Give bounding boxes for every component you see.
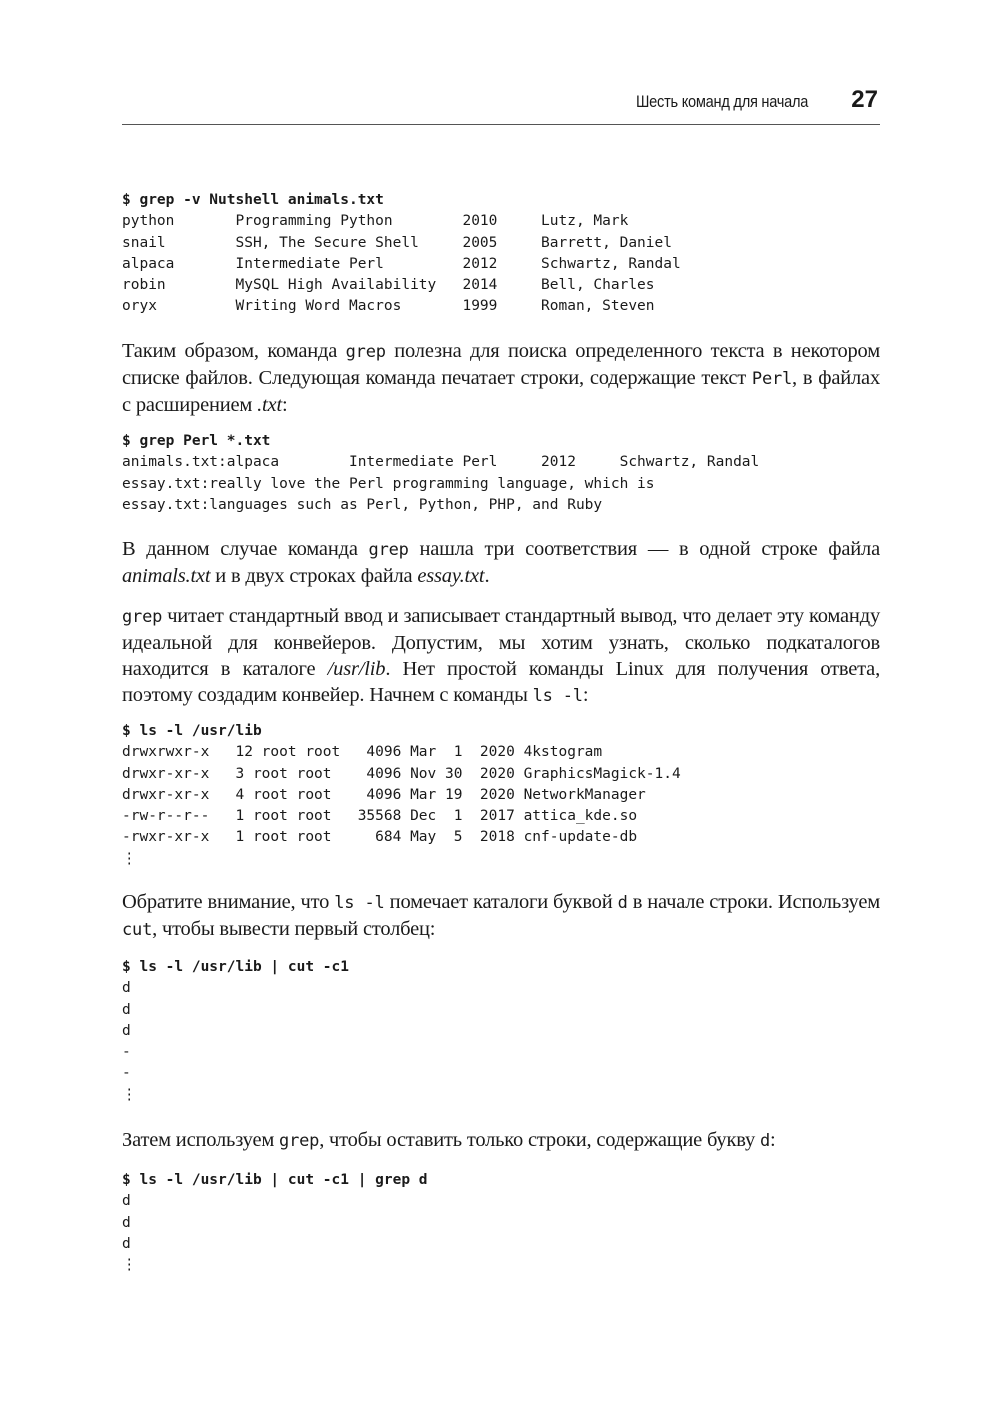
text: , чтобы оставить только строки, содержащие букву	[319, 1129, 760, 1151]
code-line: animals.txt:alpaca Intermediate Perl 2012 Schwartz, Randal	[122, 454, 760, 471]
code-line: drwxr-xr-x 4 root root 4096 Mar 19 2020 NetworkManager	[122, 786, 646, 803]
code-command: $ ls -l /usr/lib | cut -c1 | grep d	[122, 1172, 428, 1188]
code-command: $ ls -l /usr/lib | cut -c1	[122, 959, 349, 975]
code-command: $ grep Perl *.txt	[122, 433, 271, 449]
code-line: d	[122, 980, 131, 997]
paragraph	[122, 536, 880, 589]
code-line: robin MySQL High Availability 2014 Bell, Charles	[122, 277, 655, 294]
text: .	[484, 565, 490, 587]
page-header	[122, 86, 880, 125]
inline-code: grep	[122, 607, 163, 627]
text: Обратите внимание, что	[122, 891, 335, 913]
code-line: d	[122, 1001, 131, 1018]
code-line: d	[122, 1214, 131, 1231]
vertical-ellipsis: ⋮	[122, 850, 137, 867]
code-line: -rw-r--r-- 1 root root 35568 Dec 1 2017 attica_kde.so	[122, 808, 638, 825]
text: , чтобы вывести первый столбец:	[152, 918, 436, 940]
inline-code: ls -l	[334, 893, 385, 913]
text: помечает каталоги буквой	[384, 891, 618, 913]
running-title: Шесть команд для начала	[635, 92, 808, 111]
code-line: python Programming Python 2010 Lutz, Mark	[122, 213, 629, 230]
text: Затем используем	[122, 1129, 280, 1151]
text: :	[582, 684, 589, 706]
inline-code: ls -l	[532, 686, 583, 706]
code-line: d	[122, 1193, 131, 1210]
code-block-grep-perl	[122, 431, 880, 516]
paragraph	[122, 889, 880, 943]
code-block-grep-v	[122, 190, 880, 318]
code-line: essay.txt:languages such as Perl, Python, PHP, and Ruby	[122, 496, 603, 513]
vertical-ellipsis: ⋮	[122, 1086, 137, 1103]
code-block-cut	[122, 957, 880, 1106]
text: нашла три соответствия — в одной строке файла	[408, 538, 880, 560]
text: :	[281, 394, 288, 416]
path: /usr/lib	[327, 658, 386, 680]
paragraph	[122, 1127, 880, 1154]
inline-code: d	[617, 893, 628, 913]
text: читает стандартный ввод и записывает стандартный вывод, что делает эту команду идеальной для конвейеров. Допустим, мы хотим узнать, сколько подкаталогов находится в каталоге	[122, 605, 880, 680]
inline-code: cut	[122, 920, 153, 940]
code-block-ls-l	[122, 721, 880, 870]
code-line: snail SSH, The Secure Shell 2005 Barrett, Daniel	[122, 234, 672, 251]
code-command: $ grep -v Nutshell animals.txt	[122, 192, 384, 208]
code-line: -rwxr-xr-x 1 root root 684 May 5 2018 cnf-update-db	[122, 829, 638, 846]
filename: essay.txt	[417, 565, 485, 587]
text: , в файлах с расширением	[122, 367, 880, 416]
text: . Нет простой команды Linux для получения ответа, поэтому создадим конвейер. Начнем с команды	[122, 658, 880, 706]
inline-code: grep	[345, 342, 386, 362]
code-line: oryx Writing Word Macros 1999 Roman, Steven	[122, 298, 655, 315]
text: В данном случае команда	[122, 538, 369, 560]
inline-code: grep	[279, 1131, 320, 1151]
text: :	[770, 1129, 776, 1151]
filename: animals.txt	[122, 565, 211, 587]
filename: .txt	[257, 394, 282, 416]
code-line: d	[122, 1235, 131, 1252]
text: в начале строки. Используем	[627, 891, 880, 913]
code-line: d	[122, 1022, 131, 1039]
text: и в двух строках файла	[210, 565, 418, 587]
paragraph	[122, 603, 880, 709]
code-line: -	[122, 1044, 131, 1061]
code-command: $ ls -l /usr/lib	[122, 723, 262, 739]
vertical-ellipsis: ⋮	[122, 1257, 137, 1274]
code-line: alpaca Intermediate Perl 2012 Schwartz, Randal	[122, 255, 681, 272]
text: Таким образом, команда	[122, 340, 346, 362]
inline-code: grep	[368, 540, 409, 560]
text: полезна для поиска определенного текста в некотором списке файлов. Следующая команда печатает строки, содержащие текст	[122, 340, 880, 389]
code-line: -	[122, 1065, 131, 1082]
code-line: essay.txt:really love the Perl programming language, which is	[122, 475, 655, 492]
code-line: drwxrwxr-x 12 root root 4096 Mar 1 2020 4kstogram	[122, 744, 603, 761]
code-block-cut-grep	[122, 1170, 880, 1276]
inline-code: Perl	[751, 369, 793, 389]
paragraph	[122, 338, 880, 418]
page-number: 27	[851, 86, 878, 113]
code-line: drwxr-xr-x 3 root root 4096 Nov 30 2020 GraphicsMagick-1.4	[122, 765, 681, 782]
inline-code: d	[760, 1131, 771, 1151]
